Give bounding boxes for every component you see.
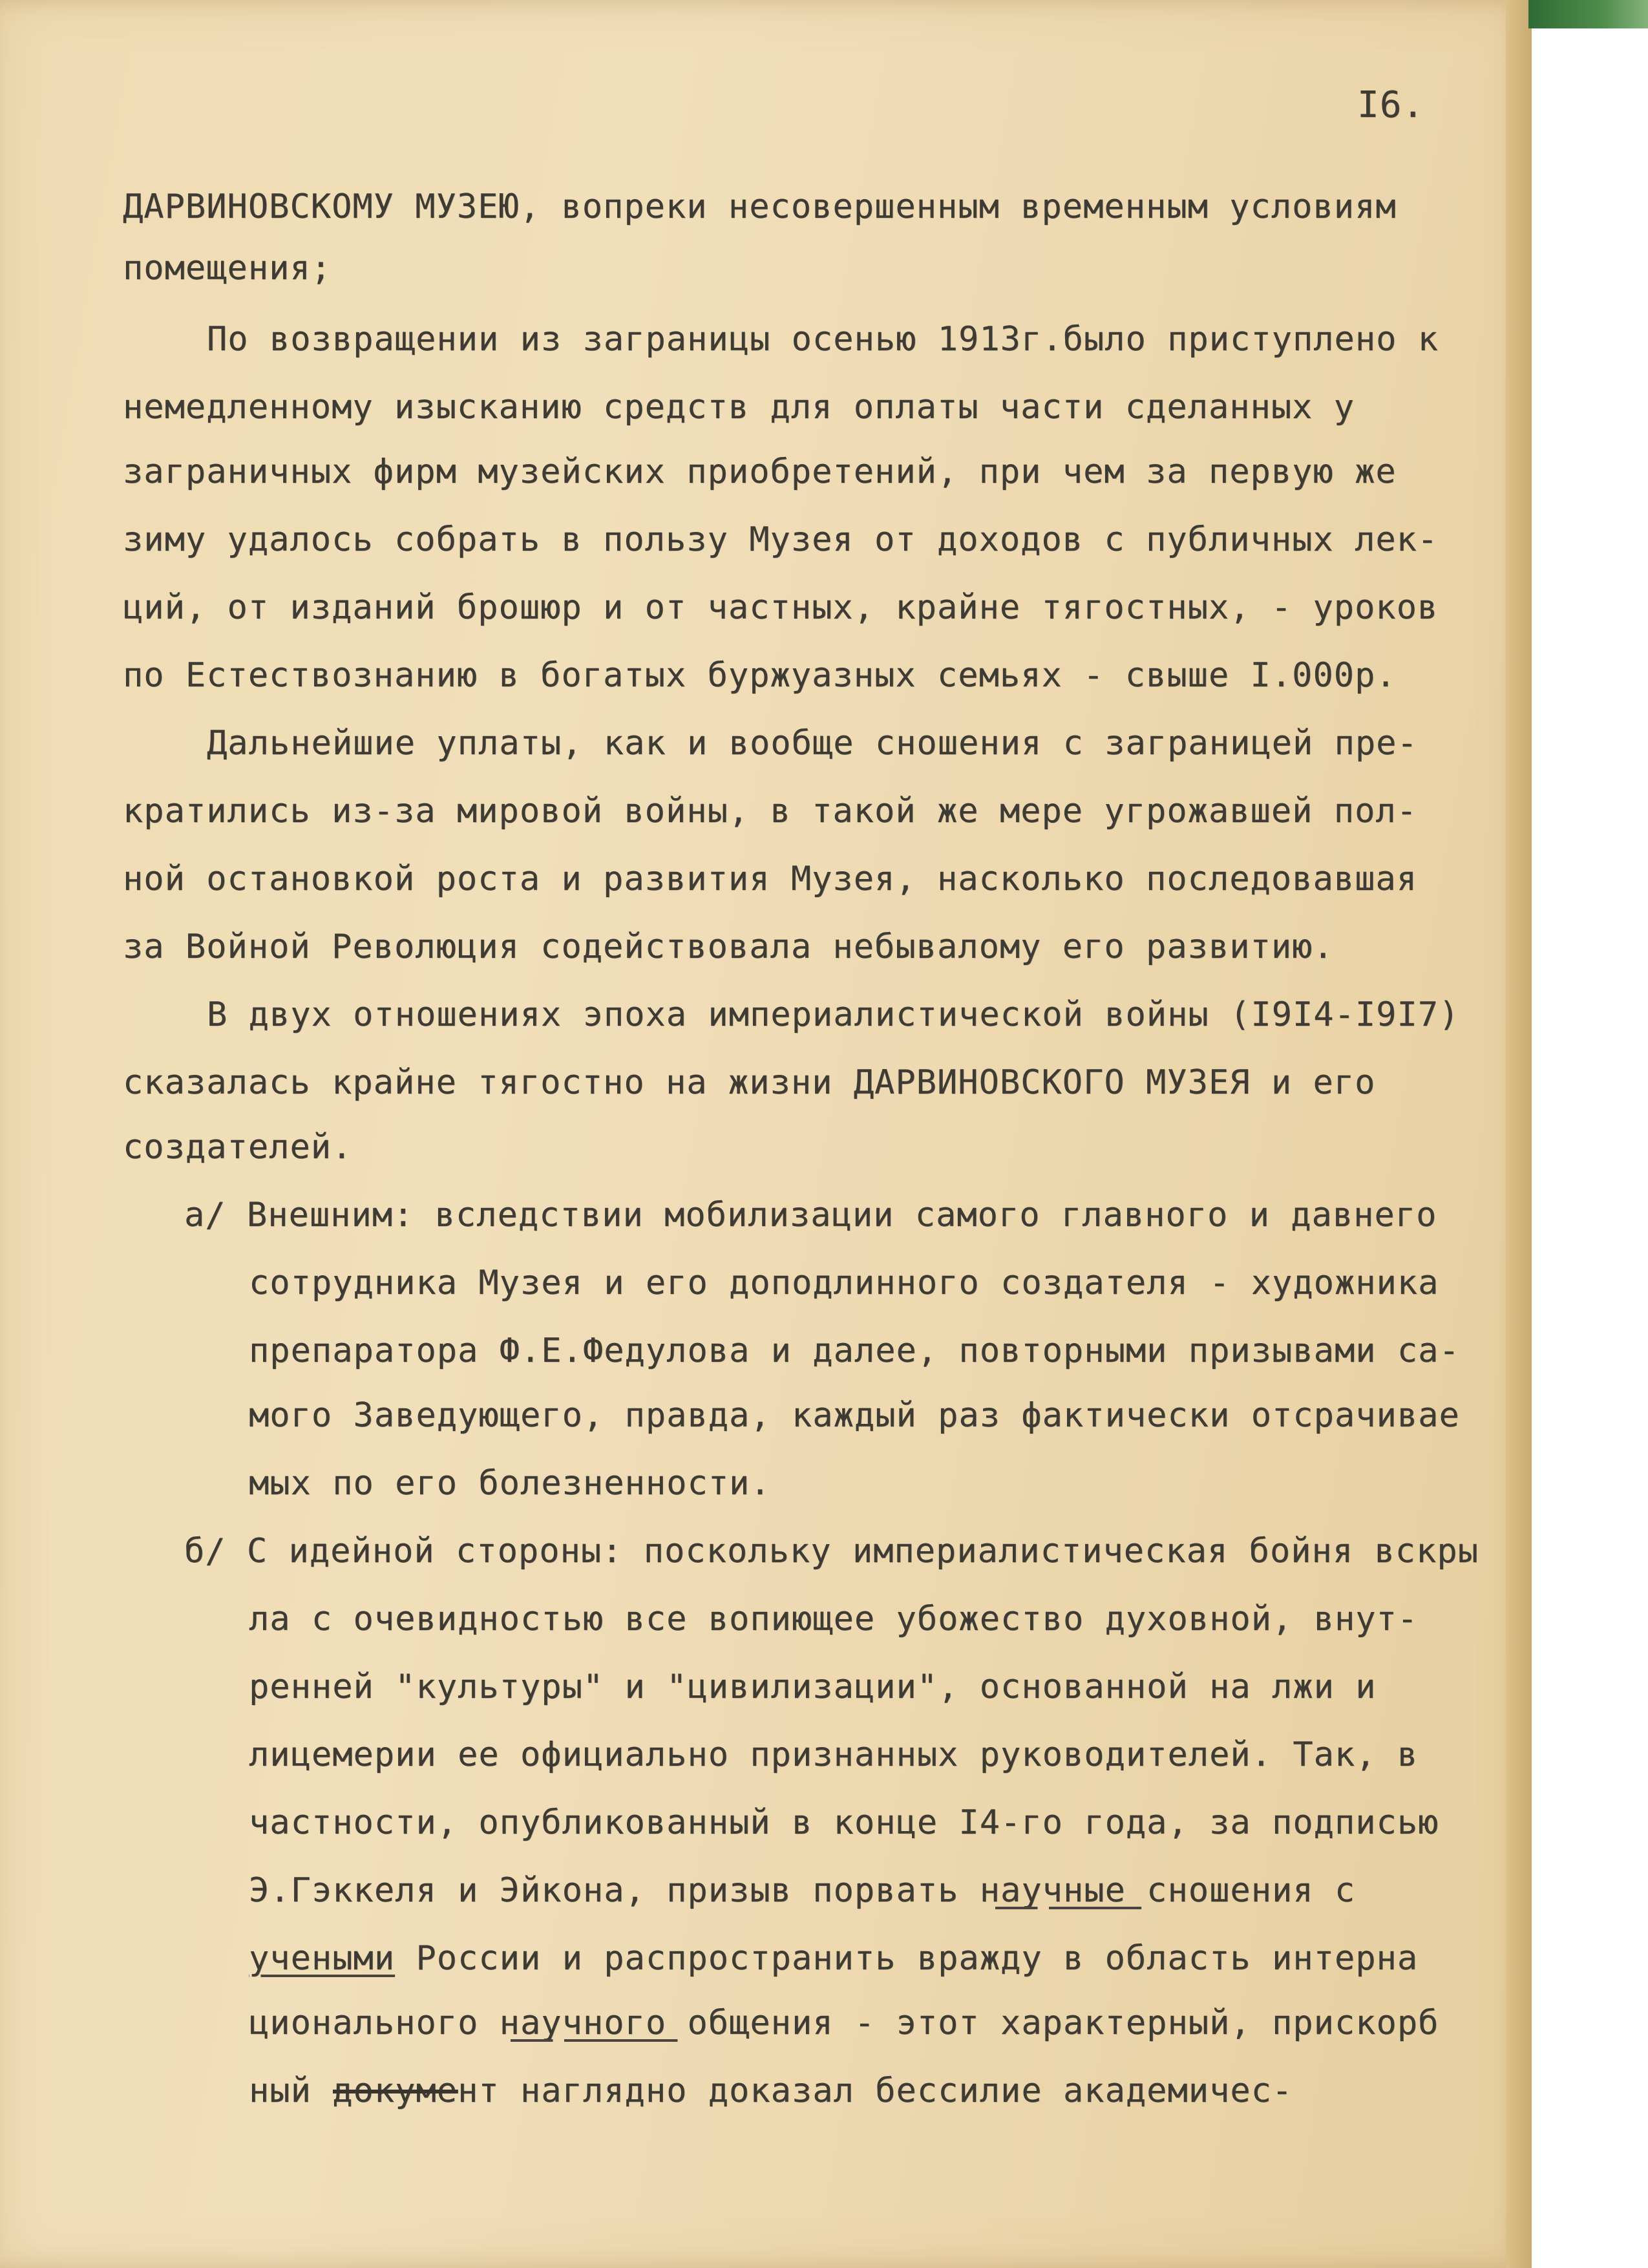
text-line-20: мых по его болезненности. [249, 1464, 771, 1503]
text-line-3: По возвращении из заграницы осенью 1913г.было приступлено к [207, 320, 1439, 359]
text-line-6: зиму удалось собрать в пользу Музея от доходов с публичных лек- [123, 520, 1439, 559]
text-line-9: Дальнейшие уплаты, как и вообще сношения с заграницей пре- [207, 724, 1418, 763]
paper-edge [1506, 0, 1532, 2268]
text-line-22: ла с очевидностью все вопиющее убожество духовной, внут- [249, 1600, 1419, 1638]
scanner-corner [1528, 0, 1648, 28]
text-line-15: создателей. [123, 1128, 353, 1167]
text-line-7: ций, от изданий брошюр и от частных, крайне тягостных, - уроков [123, 588, 1439, 627]
text-line-4: немедленному изысканию средств для оплаты части сделанных у [123, 388, 1355, 427]
text-line-16: а/ Внешним: вследствии мобилизации самого главного и давнего [184, 1196, 1437, 1235]
text-line-14: сказалась крайне тягостно на жизни ДАРВИНОВСКОГО МУЗЕЯ и его [123, 1063, 1376, 1102]
struck-word [333, 2072, 458, 2110]
text-line-29: ный документ наглядно доказал бессилие академичес- [249, 2072, 1293, 2110]
text-line-18: препаратора Ф.Е.Федулова и далее, повторными призывами са- [249, 1331, 1460, 1370]
text-line-25: частности, опубликованный в конце I4-го года, за подписью [249, 1803, 1439, 1842]
text-line-12: за Войной Революция содействовала небывалому его развитию. [123, 927, 1334, 966]
text-line-5: заграничных фирм музейских приобретений, при чем за первую же [123, 452, 1397, 491]
text-line-24: лицемерии ее официально признанных руководителей. Так, в [249, 1735, 1419, 1774]
underlined-word-3 [511, 2004, 677, 2042]
text-line-1: ДАРВИНОВСКОМУ МУЗЕЮ, вопреки несовершенным временным условиям [123, 187, 1397, 226]
underlined-word-1 [995, 1871, 1141, 1910]
text-line-27: учеными России и распространить вражду в область интерна [249, 1939, 1419, 1978]
text-line-21: б/ С идейной стороны: поскольку империалистическая бойня вскры [184, 1532, 1479, 1571]
text-line-2: помещения; [123, 249, 332, 288]
page-number: I6. [1357, 84, 1425, 126]
text-line-17: сотрудника Музея и его доподлинного создателя - художника [249, 1264, 1439, 1302]
text-line-8: по Естествознанию в богатых буржуазных семьях - свыше I.000р. [123, 656, 1397, 695]
text-line-10: кратились из-за мировой войны, в такой же мере угрожавшей пол- [123, 792, 1418, 831]
text-line-23: ренней "культуры" и "цивилизации", основанной на лжи и [249, 1668, 1377, 1706]
text-line-26: Э.Гэккеля и Эйкона, призыв порвать научные сношения с [249, 1871, 1356, 1910]
text-line-11: ной остановкой роста и развития Музея, насколько последовавшая [123, 860, 1418, 898]
text-line-28: ционального научного общения - этот характерный, прискорб [249, 2004, 1439, 2042]
text-line-13: В двух отношениях эпоха империалистической войны (I9I4-I9I7) [207, 995, 1460, 1034]
text-line-19: мого Заведующего, правда, каждый раз фактически отсрачивае [249, 1396, 1460, 1435]
underlined-word-2 [249, 1939, 395, 1978]
